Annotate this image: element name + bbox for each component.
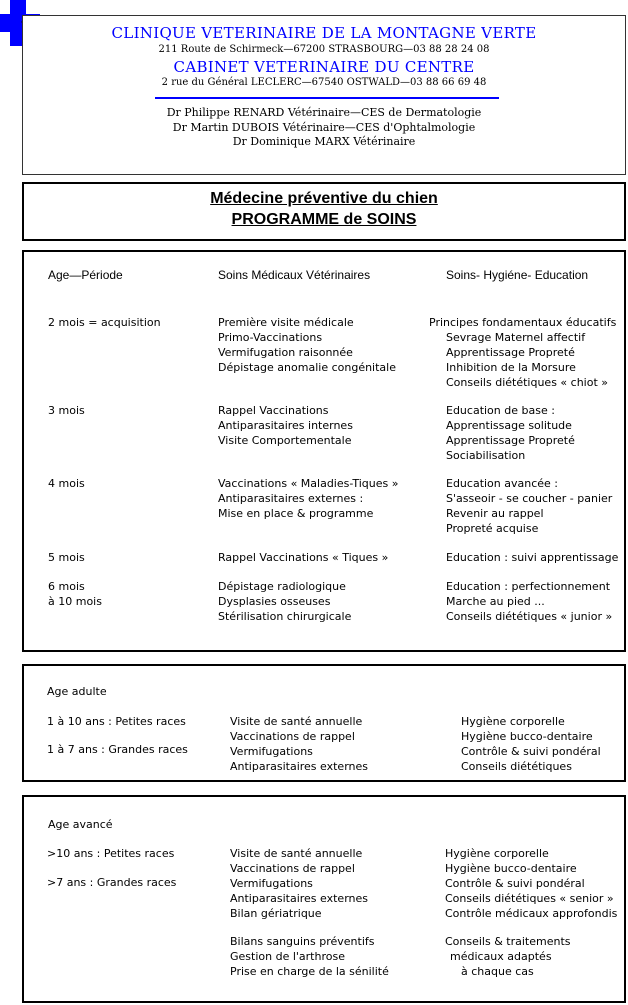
senior-medical-extra bbox=[230, 934, 389, 979]
medical-item: Rappel Vaccinations bbox=[218, 404, 329, 417]
medical-item: Bilan gériatrique bbox=[230, 907, 322, 920]
hygiene-item: Inhibition de la Morsure bbox=[446, 361, 576, 374]
medical-item: Antiparasitaires externes bbox=[230, 760, 368, 773]
senior-box bbox=[22, 795, 626, 1003]
cabinet-address: 2 rue du Général LECLERC—67540 OSTWALD—03 88 66 69 48 bbox=[161, 77, 487, 88]
row-medical bbox=[218, 579, 351, 624]
adult-ages bbox=[47, 714, 188, 757]
age-text: >10 ans : Petites races bbox=[47, 847, 175, 860]
hygiene-item: Education : perfectionnement bbox=[446, 580, 611, 593]
medical-item: Prise en charge de la sénilité bbox=[230, 965, 389, 978]
row-age bbox=[48, 315, 161, 330]
medical-item: Gestion de l'arthrose bbox=[230, 950, 345, 963]
age-text: 6 mois bbox=[48, 580, 85, 593]
doctor-3: Dr Dominique MARX Vétérinaire bbox=[232, 135, 416, 148]
page-title: Médecine préventive du chien bbox=[210, 190, 438, 207]
doctor-2: Dr Martin DUBOIS Vétérinaire—CES d'Ophtalmologie bbox=[172, 120, 476, 134]
adult-hygiene bbox=[461, 714, 601, 774]
hygiene-item: Conseils diététiques bbox=[461, 760, 572, 773]
doctors-list bbox=[23, 106, 625, 150]
medical-item: Rappel Vaccinations « Tiques » bbox=[218, 551, 389, 564]
senior-ages bbox=[47, 846, 176, 890]
row-hygiene bbox=[446, 579, 612, 624]
senior-hygiene-extra bbox=[445, 934, 571, 979]
hygiene-item: Contrôle & suivi pondéral bbox=[461, 745, 601, 758]
medical-item: Antiparasitaires externes bbox=[230, 892, 368, 905]
hygiene-item: S'asseoir - se coucher - panier bbox=[446, 492, 613, 505]
row-hygiene bbox=[446, 476, 612, 536]
hygiene-item: Apprentissage solitude bbox=[446, 419, 572, 432]
hygiene-item: à chaque cas bbox=[461, 965, 534, 978]
hygiene-item: Conseils diététiques « chiot » bbox=[446, 376, 608, 389]
hygiene-item: Conseils diététiques « senior » bbox=[445, 892, 614, 905]
age-text: 3 mois bbox=[48, 404, 85, 417]
hygiene-item: Hygiène bucco-dentaire bbox=[445, 862, 577, 875]
row-hygiene bbox=[446, 550, 618, 565]
hygiene-item: Contrôle médicaux approfondis bbox=[445, 907, 618, 920]
clinic-name: CLINIQUE VETERINAIRE DE LA MONTAGNE VERTE bbox=[111, 24, 537, 42]
adult-medical bbox=[230, 714, 368, 774]
hygiene-item: Sociabilisation bbox=[446, 449, 526, 462]
age-text: 4 mois bbox=[48, 477, 85, 490]
row-medical bbox=[218, 550, 388, 565]
cabinet-name: CABINET VETERINAIRE DU CENTRE bbox=[173, 58, 475, 76]
letterhead bbox=[22, 15, 626, 175]
age-text: 1 à 10 ans : Petites races bbox=[47, 715, 186, 728]
hygiene-item: Conseils & traitements bbox=[445, 935, 571, 948]
row-medical bbox=[218, 403, 353, 448]
header-hygiene: Soins- Hygiéne- Education bbox=[446, 268, 589, 282]
medical-item: Antiparasitaires internes bbox=[218, 419, 353, 432]
adult-box bbox=[22, 664, 626, 782]
row-age bbox=[48, 403, 85, 418]
medical-item: Vaccinations de rappel bbox=[230, 730, 355, 743]
medical-item: Vermifugations bbox=[230, 745, 313, 758]
age-text: 1 à 7 ans : Grandes races bbox=[47, 743, 188, 756]
hygiene-item: Education avancée : bbox=[446, 477, 559, 490]
medical-item: Dépistage anomalie congénitale bbox=[218, 361, 396, 374]
age-text: 5 mois bbox=[48, 551, 85, 564]
page-subtitle: PROGRAMME de SOINS bbox=[231, 211, 417, 228]
hygiene-item: Hygiène corporelle bbox=[461, 715, 565, 728]
header-age: Age—Période bbox=[48, 268, 123, 282]
medical-item: Vaccinations « Maladies-Tiques » bbox=[218, 477, 399, 490]
header-divider bbox=[155, 97, 499, 99]
age-text: >7 ans : Grandes races bbox=[47, 876, 177, 889]
hygiene-item: Principes fondamentaux éducatifs bbox=[429, 316, 617, 329]
medical-item: Antiparasitaires externes : bbox=[218, 492, 364, 505]
medical-item: Vermifugations bbox=[230, 877, 313, 890]
hygiene-item: Revenir au rappel bbox=[446, 507, 544, 520]
row-age bbox=[48, 579, 102, 609]
program-box bbox=[22, 250, 626, 652]
row-hygiene bbox=[446, 403, 575, 463]
medical-item: Primo-Vaccinations bbox=[218, 331, 323, 344]
age-text: 2 mois = acquisition bbox=[48, 316, 161, 329]
medical-item: Dysplasies osseuses bbox=[218, 595, 331, 608]
hygiene-item: Education de base : bbox=[446, 404, 555, 417]
hygiene-item: médicaux adaptés bbox=[450, 950, 552, 963]
row-age bbox=[48, 550, 85, 565]
row-age bbox=[48, 476, 85, 491]
medical-item: Visite de santé annuelle bbox=[230, 715, 363, 728]
senior-medical bbox=[230, 846, 368, 921]
row-hygiene bbox=[429, 315, 616, 390]
medical-item: Bilans sanguins préventifs bbox=[230, 935, 375, 948]
row-medical bbox=[218, 315, 396, 375]
hygiene-item: Education : suivi apprentissage bbox=[446, 551, 619, 564]
section-title: Age avancé bbox=[48, 818, 113, 831]
medical-item: Vermifugation raisonnée bbox=[218, 346, 353, 359]
row-medical bbox=[218, 476, 398, 521]
medical-item: Stérilisation chirurgicale bbox=[218, 610, 352, 623]
medical-item: Dépistage radiologique bbox=[218, 580, 346, 593]
medical-item: Mise en place & programme bbox=[218, 507, 374, 520]
hygiene-item: Apprentissage Propreté bbox=[446, 346, 575, 359]
age-text: à 10 mois bbox=[48, 595, 102, 608]
header-medical: Soins Médicaux Vétérinaires bbox=[218, 268, 371, 282]
senior-hygiene bbox=[445, 846, 617, 921]
hygiene-item: Apprentissage Propreté bbox=[446, 434, 575, 447]
medical-item: Vaccinations de rappel bbox=[230, 862, 355, 875]
hygiene-item: Conseils diététiques « junior » bbox=[446, 610, 613, 623]
medical-item: Visite de santé annuelle bbox=[230, 847, 363, 860]
hygiene-item: Hygiène corporelle bbox=[445, 847, 549, 860]
section-title: Age adulte bbox=[47, 685, 107, 698]
hygiene-item: Sevrage Maternel affectif bbox=[446, 331, 586, 344]
title-box bbox=[22, 182, 626, 241]
doctor-1: Dr Philippe RENARD Vétérinaire—CES de Dermatologie bbox=[166, 106, 482, 119]
hygiene-item: Contrôle & suivi pondéral bbox=[445, 877, 585, 890]
clinic-address: 211 Route de Schirmeck—67200 STRASBOURG—03 88 28 24 08 bbox=[158, 44, 490, 55]
hygiene-item: Propreté acquise bbox=[446, 522, 539, 535]
medical-item: Visite Comportementale bbox=[218, 434, 352, 447]
medical-item: Première visite médicale bbox=[218, 316, 354, 329]
hygiene-item: Marche au pied ... bbox=[446, 595, 545, 608]
hygiene-item: Hygiène bucco-dentaire bbox=[461, 730, 593, 743]
